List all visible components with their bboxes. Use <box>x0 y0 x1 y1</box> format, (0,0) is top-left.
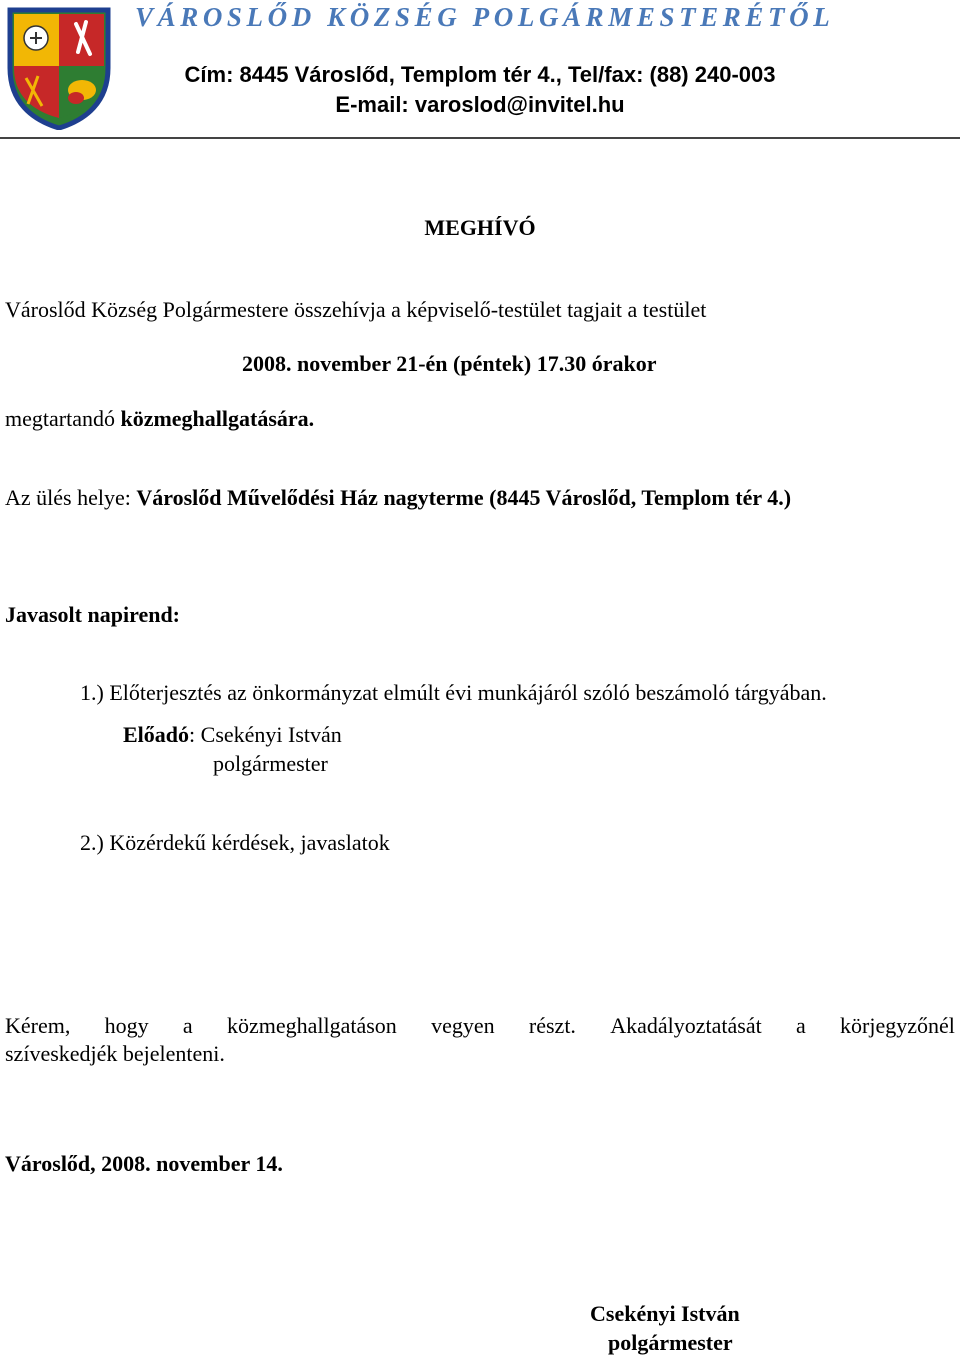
presenter-name: : Csekényi István <box>189 722 342 747</box>
closing-word: a <box>182 1013 193 1038</box>
meeting-datetime: 2008. november 21-én (péntek) 17.30 órakor <box>242 351 657 376</box>
closing-line-1 <box>5 1013 955 1039</box>
purpose-bold: közmeghallgatására. <box>120 406 315 431</box>
venue-bold: Városlőd Művelődési Ház nagyterme (8445 Városlőd, Templom tér 4.) <box>136 485 792 510</box>
closing-word: közmeghallgatáson <box>226 1013 397 1038</box>
doc-heading: MEGHÍVÓ <box>424 215 536 240</box>
closing-word: a <box>796 1013 806 1038</box>
header-email: E-mail: varoslod@invitel.hu <box>335 92 625 117</box>
closing-line-2: szíveskedjék bejelenteni. <box>5 1041 225 1066</box>
venue-line <box>5 485 791 511</box>
agenda-item-1-presenter <box>123 722 342 748</box>
venue-prefix: Az ülés helye: <box>5 485 137 510</box>
purpose-line <box>5 406 314 432</box>
closing-word: körjegyzőnél <box>840 1013 955 1038</box>
agenda-item-2: 2.) Közérdekű kérdések, javaslatok <box>80 830 390 855</box>
header-title: VÁROSLŐD KÖZSÉG POLGÁRMESTERÉTŐL <box>135 2 835 32</box>
agenda-title: Javasolt napirend: <box>5 602 181 627</box>
agenda-item-1: 1.) Előterjesztés az önkormányzat elmúlt évi munkájáról szóló beszámoló tárgyában. <box>80 680 827 705</box>
presenter-role: polgármester <box>213 751 328 776</box>
closing-word: hogy <box>104 1013 149 1038</box>
closing-word: vegyen <box>431 1013 495 1038</box>
closing-word: Akadályoztatását <box>610 1013 762 1038</box>
signature-name: Csekényi István <box>590 1301 740 1326</box>
intro-text: Városlőd Község Polgármestere összehívja a képviselő-testület tagjait a testület <box>5 297 707 322</box>
closing-word: részt. <box>528 1013 576 1038</box>
header-divider <box>0 137 960 139</box>
header-address: Cím: 8445 Városlőd, Templom tér 4., Tel/fax: (88) 240-003 <box>184 62 776 87</box>
presenter-label: Előadó <box>123 722 190 747</box>
purpose-prefix: megtartandó <box>5 406 121 431</box>
signature-role: polgármester <box>608 1330 733 1355</box>
closing-word: Kérem, <box>5 1013 71 1038</box>
place-date: Városlőd, 2008. november 14. <box>5 1151 283 1176</box>
